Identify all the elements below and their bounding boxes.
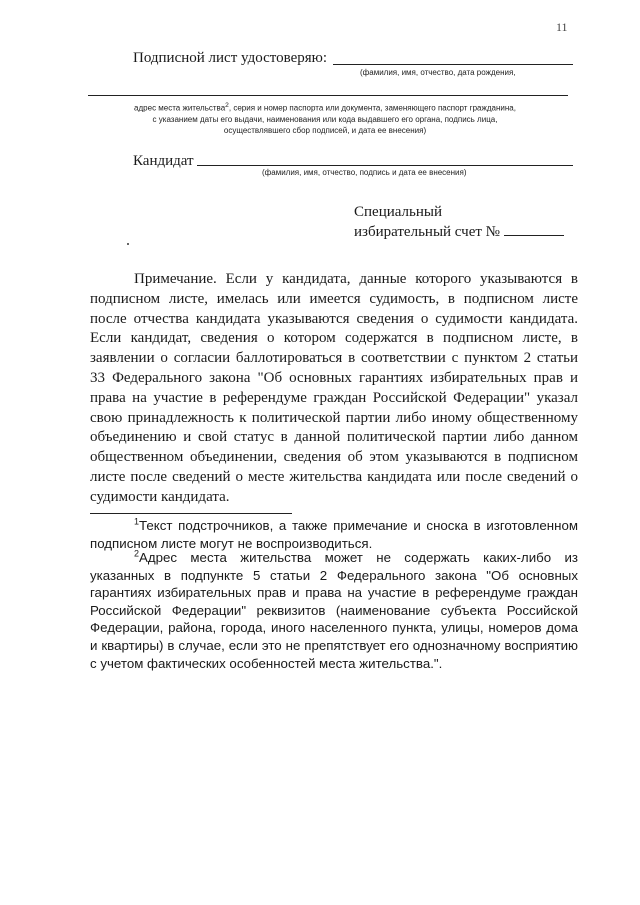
special-account (354, 203, 564, 242)
footnote-2-text: Адрес места жительства может не содержать каких-либо из указанных в подпункте 5 статьи 2 Федерального закона "Об основных гарантиях избирательных прав и права на участие в референдуме граждан Российской Федерации" реквизитов (наименование субъекта Российской Федерации, района, города, иного населенного пункта, улицы, номеров дома и квартиры) в случае, если это не препятствует его однозначному восприятию с учетом фактических особенностей места жительства.". (90, 550, 578, 671)
candidate-label: Кандидат (133, 153, 194, 169)
special-account-line-1: Специальный (354, 204, 442, 220)
certification-signature-line (333, 64, 573, 65)
certification-hint-line-2: с указанием даты его выдачи, наименования или кода выдавшего его органа, подпись лица, (152, 114, 498, 124)
footnote-2-mark: 2 (134, 548, 140, 559)
note-paragraph: Примечание. Если у кандидата, данные которого указываются в подписном листе, имелась или имеется судимость, в подписном листе после отчества кандидата указываются сведения о судимости кандидата. Если кандидат, сведения о котором содержатся в подписном листе, в заявлении о согласии баллотироваться в соответствии с пунктом 2 статьи 33 Федерального закона "Об основных гарантиях избирательных прав и права на участие в референдуме граждан Российской Федерации" указал свою принадлежность к политической партии либо иному общественному объединению и свой статус в данной политической партии либо данном общественном объединении, сведения об этом указываются в подписном листе после сведений о месте жительства кандидата или после сведений о судимости кандидата. (90, 271, 578, 505)
certification-label: Подписной лист удостоверяю: (133, 50, 328, 66)
footnote-2-reference: 2 (225, 102, 229, 109)
footnote-1-mark: 1 (134, 516, 140, 527)
page-number: 11 (556, 20, 568, 34)
certification-hint-line-1: адрес места жительства$^2$, серия и номер паспорта или документа, заменяющего паспорт гражданина, (134, 102, 516, 113)
footnote-1 (90, 517, 578, 552)
footnote-1-text: Текст подстрочников, а также примечание и сноска в изготовленном подписном листе могут не воспроизводиться. (90, 518, 578, 551)
certification-address-line (88, 95, 568, 96)
candidate-signature-line (197, 165, 573, 166)
account-number-blank (504, 222, 564, 236)
special-account-line-2: избирательный счет № (354, 222, 564, 242)
candidate-hint: (фамилия, имя, отчество, подпись и дата ее внесения) (262, 168, 467, 177)
certification-hint (100, 100, 550, 136)
footnote-2 (90, 549, 578, 672)
certification-hint-line-3: осуществлявшего сбор подписей, и дата ее внесения) (223, 125, 427, 135)
footnote-separator (90, 513, 292, 514)
certification-hint-top: (фамилия, имя, отчество, дата рождения, (360, 68, 516, 77)
scan-speck (127, 243, 129, 245)
